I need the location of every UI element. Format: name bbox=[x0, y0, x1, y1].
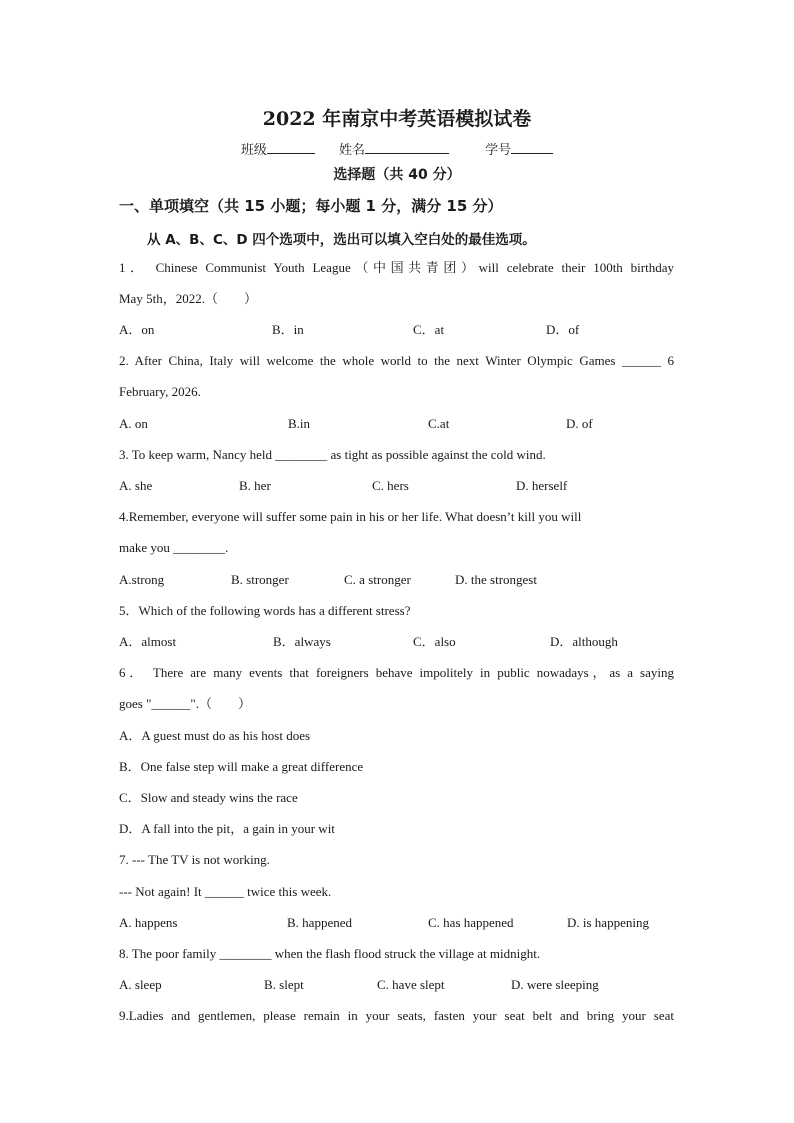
q2-option-a: A. on bbox=[119, 416, 148, 431]
id-label: 学号 bbox=[485, 143, 512, 158]
question-2-line-2: February, 2026. bbox=[119, 384, 201, 399]
name-field bbox=[339, 139, 449, 158]
question-1-line-1: 1． Chinese Communist Youth League（中国共青团）will celebrate their 100th birthday bbox=[119, 260, 674, 275]
question-7-line-1: 7. --- The TV is not working. bbox=[119, 852, 270, 867]
id-blank[interactable] bbox=[511, 140, 553, 154]
q7-option-b: B. happened bbox=[287, 915, 352, 930]
q4-option-b: B. stronger bbox=[231, 572, 289, 587]
q3-option-d: D. herself bbox=[516, 478, 568, 493]
id-field bbox=[485, 139, 553, 158]
question-5-text: 5．Which of the following words has a different stress? bbox=[119, 603, 411, 618]
class-field bbox=[241, 139, 315, 158]
q4-option-c: C. a stronger bbox=[344, 572, 411, 587]
q5-option-b: B．always bbox=[273, 634, 331, 649]
section-instruction: 从 A、B、C、D 四个选项中，选出可以填入空白处的最佳选项。 bbox=[147, 232, 536, 248]
q6-option-c: C．Slow and steady wins the race bbox=[119, 790, 298, 805]
q3-option-a: A. she bbox=[119, 478, 153, 493]
student-info-row bbox=[0, 139, 794, 158]
q4-option-a: A.strong bbox=[119, 572, 165, 587]
q1-option-b: B．in bbox=[272, 322, 304, 337]
q2-option-d: D. of bbox=[566, 416, 593, 431]
question-4-line-2: make you ________. bbox=[119, 540, 229, 555]
q1-option-c: C．at bbox=[413, 322, 445, 337]
q8-option-b: B. slept bbox=[264, 977, 304, 992]
q3-option-b: B. her bbox=[239, 478, 271, 493]
q2-option-c: C.at bbox=[428, 416, 450, 431]
q6-option-b: B．One false step will make a great difference bbox=[119, 759, 364, 774]
question-6-line-2: goes "______".（ ） bbox=[119, 696, 251, 711]
q8-option-c: C. have slept bbox=[377, 977, 445, 992]
q3-option-c: C. hers bbox=[372, 478, 409, 493]
q8-option-d: D. were sleeping bbox=[511, 977, 599, 992]
question-6-line-1: 6． There are many events that foreigners behave impolitely in public nowadays，as a saying bbox=[119, 665, 674, 680]
q7-option-c: C. has happened bbox=[428, 915, 514, 930]
q2-option-b: B.in bbox=[288, 416, 311, 431]
class-label: 班级 bbox=[240, 143, 267, 158]
name-label: 姓名 bbox=[338, 143, 365, 158]
q8-option-a: A. sleep bbox=[119, 977, 162, 992]
question-1-line-2: May 5th，2022.（ ） bbox=[119, 291, 257, 306]
q1-option-a: A．on bbox=[119, 322, 155, 337]
q7-option-d: D. is happening bbox=[567, 915, 649, 930]
question-2-line-1: 2. After China, Italy will welcome the whole world to the next Winter Olympic Games ______ 6 bbox=[119, 353, 674, 368]
question-9-line-1: 9.Ladies and gentlemen, please remain in your seats, fasten your seat belt and bring your seat bbox=[119, 1008, 674, 1023]
q5-option-a: A．almost bbox=[119, 634, 177, 649]
q5-option-d: D．although bbox=[550, 634, 618, 649]
question-3-text: 3. To keep warm, Nancy held ________ as tight as possible against the cold wind. bbox=[119, 447, 546, 462]
part-subtitle: 选择题（共 40 分） bbox=[333, 167, 461, 183]
page-title: 2022 年南京中考英语模拟试卷 bbox=[262, 108, 532, 130]
q1-option-d: D．of bbox=[546, 322, 580, 337]
q7-option-a: A. happens bbox=[119, 915, 178, 930]
q6-option-d: D．A fall into the pit，a gain in your wit bbox=[119, 821, 335, 836]
question-7-line-2: --- Not again! It ______ twice this week. bbox=[119, 884, 332, 899]
q6-option-a: A．A guest must do as his host does bbox=[119, 728, 311, 743]
q4-option-d: D. the strongest bbox=[455, 572, 537, 587]
question-8-text: 8. The poor family ________ when the flash flood struck the village at midnight. bbox=[119, 946, 541, 961]
question-4-line-1: 4.Remember, everyone will suffer some pain in his or her life. What doesn’t kill you will bbox=[119, 509, 582, 524]
section-title: 一、单项填空（共 15 小题；每小题 1 分，满分 15 分） bbox=[119, 197, 503, 215]
q5-option-c: C．also bbox=[413, 634, 456, 649]
class-blank[interactable] bbox=[267, 140, 315, 154]
name-blank[interactable] bbox=[365, 140, 449, 154]
